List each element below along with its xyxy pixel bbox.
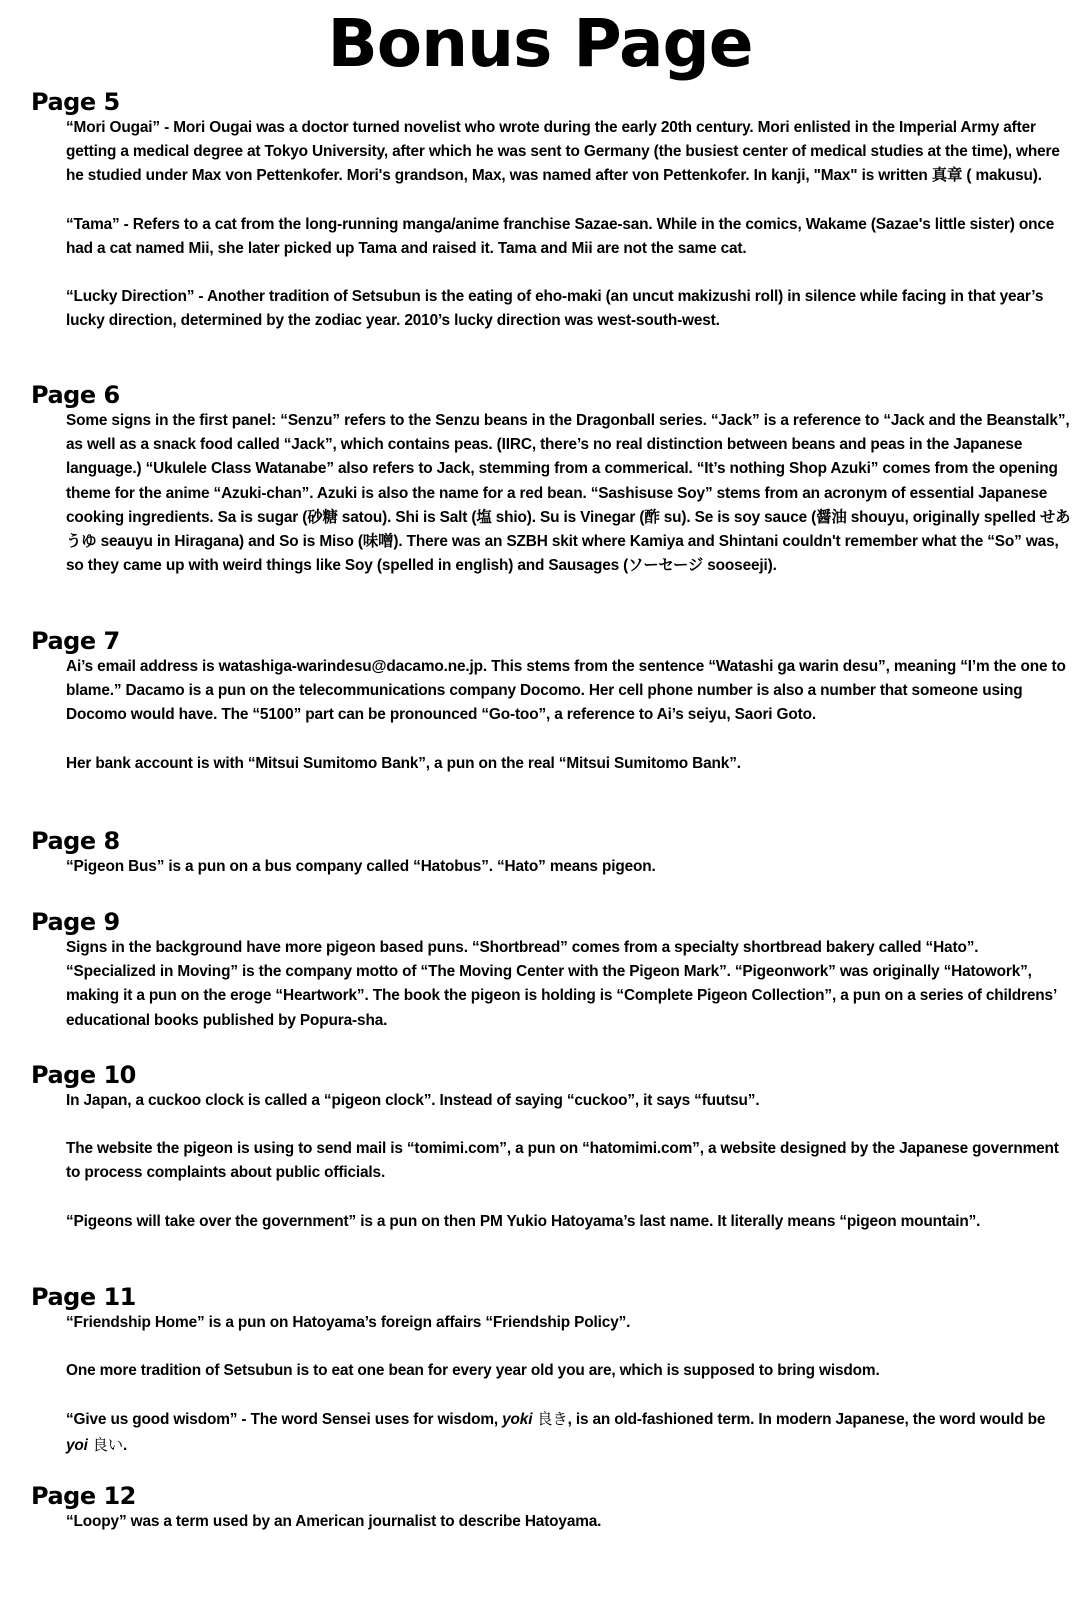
section-heading: Page 8: [31, 827, 120, 855]
note-lucky-direction: “Lucky Direction” - Another tradition of Setsubun is the eating of eho-maki (an uncut makizushi roll) in silence while facing in that year’s lucky direction, determined by the zodiac year. 2010’s lucky direction was west-south-west.: [66, 288, 1044, 330]
wisdom-lead: “Give us good wisdom” - The word Sensei uses for wisdom,: [66, 1411, 503, 1429]
note-pigeon-clock: In Japan, a cuckoo clock is called a “pigeon clock”. Instead of saying “cuckoo”, it says “fuutsu”.: [66, 1092, 760, 1109]
section-page-7: [31, 627, 1071, 776]
note-good-wisdom: [66, 1407, 1071, 1457]
section-page-11: [31, 1283, 1071, 1458]
note-mori-ougai: “Mori Ougai” - Mori Ougai was a doctor turned novelist who wrote during the early 20th century. Mori enlisted in the Imperial Army after getting a medical degree at Tokyo University, after which he was sent to Germany (the busiest center of medical studies at the time), where he studied under Max von Pettenkofer. Mori's grandson, Max, was named after von Pettenkofer. In kanji, "Max" is written 真章 ( makusu).: [66, 119, 1060, 185]
note-setsubun-bean: One more tradition of Setsubun is to eat one bean for every year old you are, which is supposed to bring wisdom.: [66, 1362, 880, 1380]
note-friendship-home: “Friendship Home” is a pun on Hatoyama’s foreign affairs “Friendship Policy”.: [66, 1314, 631, 1331]
wisdom-end: .: [123, 1436, 128, 1454]
section-page-10: [31, 1061, 1071, 1234]
note-pigeon-bus: “Pigeon Bus” is a pun on a bus company called “Hatobus”. “Hato” means pigeon.: [66, 858, 656, 875]
section-page-12: [31, 1482, 1071, 1534]
section-heading: Page 12: [31, 1482, 136, 1510]
section-heading: Page 9: [31, 908, 120, 936]
note-tomimi-website: The website the pigeon is using to send mail is “tomimi.com”, a pun on “hatomimi.com”, a website designed by the Japanese government to process complaints about public officials.: [66, 1140, 1059, 1182]
wisdom-term-yoki: yoki: [502, 1411, 533, 1429]
note-first-panel-signs: Some signs in the first panel: “Senzu” refers to the Senzu beans in the Dragonball series. “Jack” is a reference to “Jack and the Beanstalk”, as well as a snack food called “Jack”, which contains peas. (IIRC, there’s no real distinction between beans and peas in the Japanese language.) “Ukulele Class Watanabe” also refers to Jack, stemming from a commerical. “It’s nothing Shop Azuki” comes from the opening theme for the anime “Azuki-chan”. Azuki is also the name for a red bean. “Sashisuse Soy” stems from an acronym of essential Japanese cooking ingredients. Sa is sugar (砂糖 satou). Shi is Salt (塩 shio). Su is Vinegar (酢 su). Se is soy sauce (醤油 shouyu, originally spelled せあうゆ seauyu in Hiragana) and So is Miso (味噌). There was an SZBH skit where Kamiya and Shintani couldn't remember what the “So” was, so they came up with weird things like Soy (spelled in english) and Sausages (ソーセージ sooseeji).: [66, 412, 1071, 575]
section-heading: Page 5: [31, 88, 120, 116]
section-heading: Page 10: [31, 1061, 136, 1089]
note-loopy: “Loopy” was a term used by an American journalist to describe Hatoyama.: [66, 1513, 602, 1530]
wisdom-kanji-yoi: 良い: [87, 1435, 124, 1454]
wisdom-middle: , is an old-fashioned term. In modern Japanese, the word would be: [567, 1411, 1046, 1429]
section-page-9: [31, 908, 1071, 1033]
page-title: Bonus Page: [327, 5, 753, 82]
note-bank-account: Her bank account is with “Mitsui Sumitomo Bank”, a pun on the real “Mitsui Sumitomo Bank”.: [66, 754, 741, 772]
note-background-signs: Signs in the background have more pigeon based puns. “Shortbread” comes from a specialty shortbread bakery called “Hato”. “Specialized in Moving” is the company motto of “The Moving Center with the Pigeon Mark”. “Pigeonwork” was originally “Hatowork”, making it a pun on the eroge “Heartwork”. The book the pigeon is holding is “Complete Pigeon Collection”, a pun on a series of childrens’ educational books published by Popura-sha.: [66, 939, 1057, 1029]
section-heading: Page 11: [31, 1283, 136, 1311]
note-government-pun: “Pigeons will take over the government” is a pun on then PM Yukio Hatoyama’s last name. It literally means “pigeon mountain”.: [66, 1212, 981, 1230]
note-email-address: Ai’s email address is watashiga-warindesu@dacamo.ne.jp. This stems from the sentence “Watashi ga warin desu”, meaning “I’m the one to blame.” Dacamo is a pun on the telecommunications company Docomo. Her cell phone number is also a number that someone using Docomo would have. The “5100” part can be pronounced “Go-too”, a reference to Ai’s seiyu, Saori Goto.: [66, 658, 1066, 724]
wisdom-kanji-yoki: 良き: [532, 1410, 568, 1429]
note-tama: “Tama” - Refers to a cat from the long-running manga/anime franchise Sazae-san. While in the comics, Wakame (Sazae's little sister) once had a cat named Mii, she later picked up Tama and raised it. Tama and Mii are not the same cat.: [66, 215, 1055, 257]
section-heading: Page 7: [31, 627, 120, 655]
section-page-5: [31, 88, 1071, 333]
wisdom-term-yoi: yoi: [66, 1436, 88, 1454]
section-heading: Page 6: [31, 381, 120, 409]
section-page-8: [31, 827, 1071, 879]
section-page-6: [31, 381, 1071, 578]
